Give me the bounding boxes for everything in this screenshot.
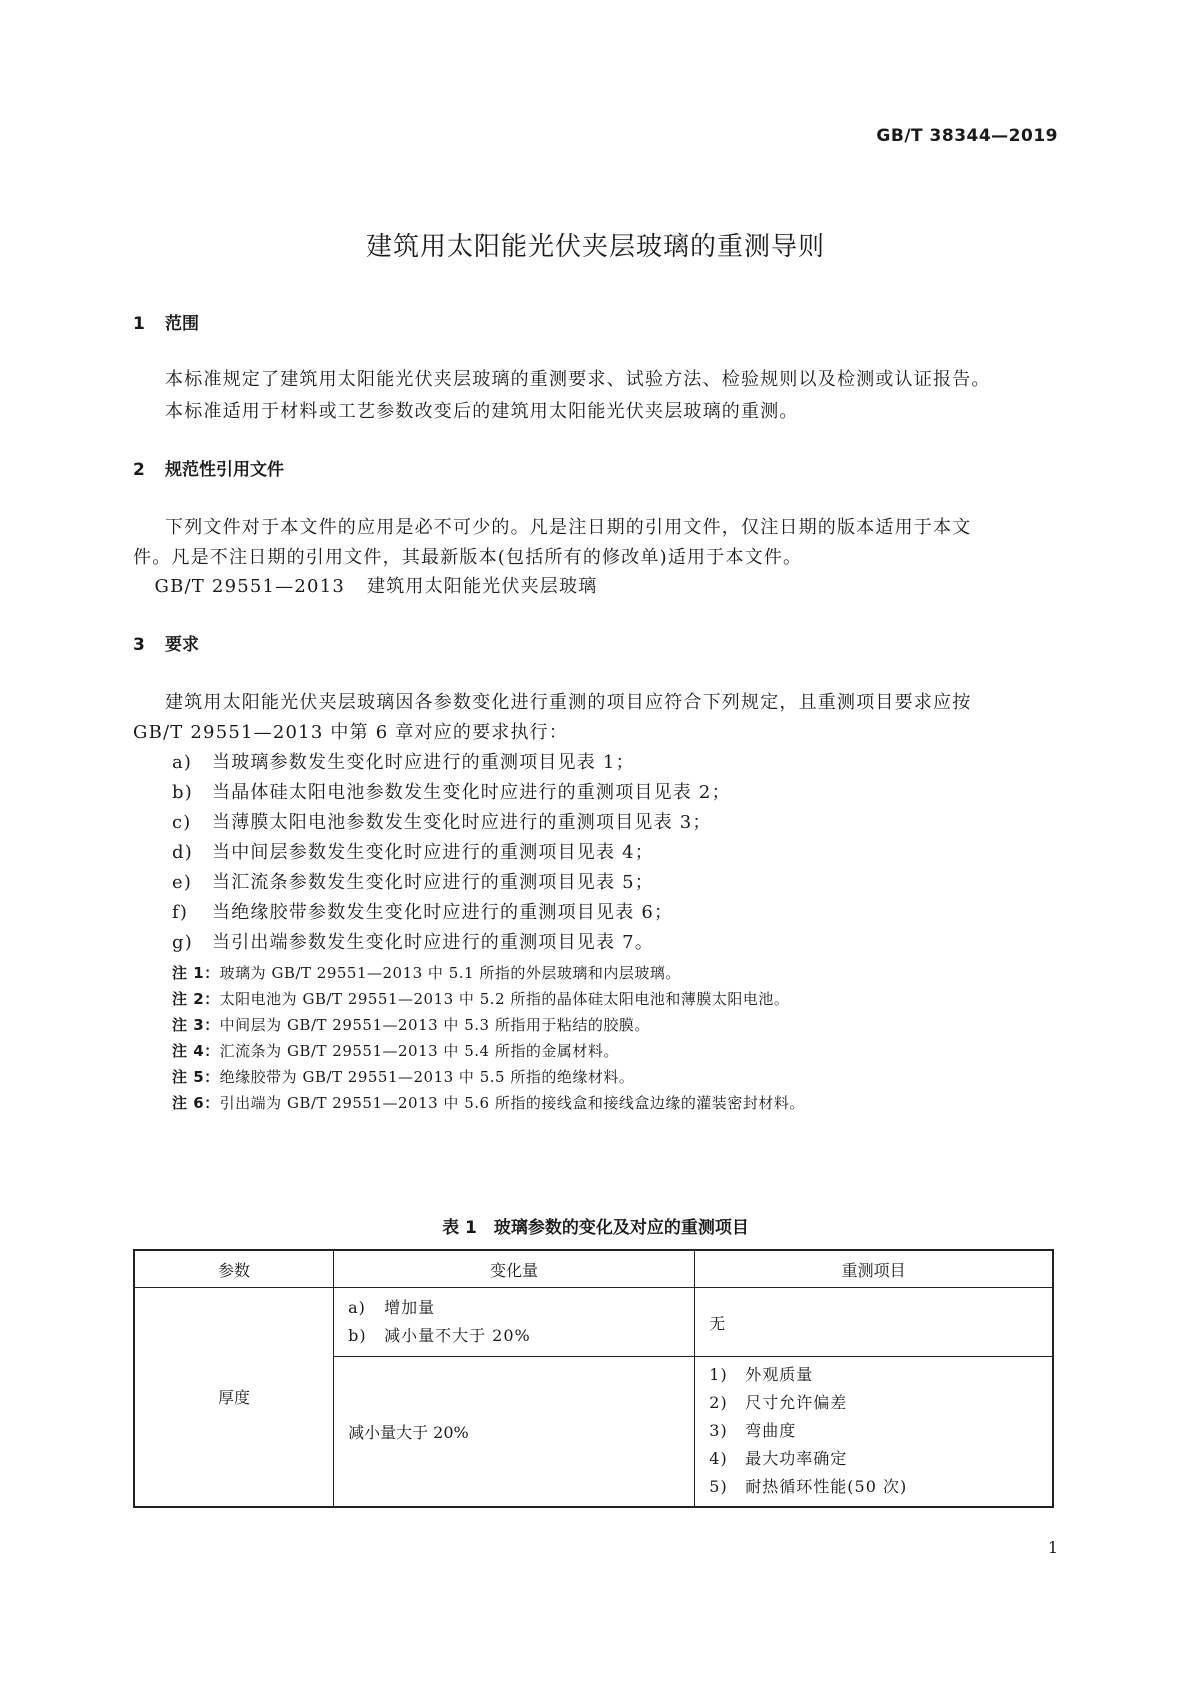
section-number: 3 [133, 635, 145, 655]
list-item-label: c) [172, 812, 192, 833]
list-item [172, 778, 731, 804]
note [172, 1040, 619, 1061]
retest-item [709, 1445, 1038, 1473]
list-item [172, 838, 654, 864]
retest-item-label: 5) [709, 1477, 728, 1497]
table-row [134, 1288, 1053, 1357]
section-number: 2 [133, 460, 145, 480]
retest-item [709, 1473, 1038, 1501]
section-3-paragraph-line-2: GB/T 29551—2013 中第 6 章对应的要求执行： [133, 722, 569, 743]
list-item-text: 当薄膜太阳电池参数发生变化时应进行的重测项目见表 3； [212, 812, 712, 833]
note-text: 汇流条为 GB/T 29551—2013 中 5.4 所指的金属材料。 [219, 1042, 619, 1060]
list-item-label: d) [172, 842, 193, 863]
list-item-label: b) [172, 782, 193, 803]
note-text: 绝缘胶带为 GB/T 29551—2013 中 5.5 所指的绝缘材料。 [219, 1068, 635, 1086]
list-item-text: 当玻璃参数发生变化时应进行的重测项目见表 1； [212, 752, 635, 773]
list-item-label: g) [172, 932, 193, 953]
list-item [172, 898, 673, 924]
section-3-paragraph-line-1: 建筑用太阳能光伏夹层玻璃因各参数变化进行重测的项目应符合下列规定，且重测项目要求应按 [165, 692, 972, 713]
section-number: 1 [133, 314, 145, 334]
change-item [348, 1322, 680, 1350]
list-item [172, 868, 654, 894]
note-label: 注 6： [172, 1094, 220, 1112]
note-text: 中间层为 GB/T 29551—2013 中 5.3 所指用于粘结的胶膜。 [219, 1016, 650, 1034]
table-1 [133, 1249, 1054, 1508]
note-label: 注 3： [172, 1016, 220, 1034]
note [172, 1014, 650, 1035]
note-label: 注 2： [172, 990, 220, 1008]
retest-item-text: 耐热循环性能(50 次) [745, 1477, 908, 1497]
table-header-row [134, 1250, 1053, 1288]
retest-item-text: 尺寸允许偏差 [745, 1393, 848, 1413]
list-item-label: f) [172, 902, 189, 923]
note-text: 太阳电池为 GB/T 29551—2013 中 5.2 所指的晶体硅太阳电池和薄膜太阳电池。 [219, 990, 790, 1008]
change-item-label: a) [348, 1298, 366, 1317]
normative-reference [133, 572, 1053, 598]
change-item-label: b) [348, 1326, 367, 1345]
section-title: 规范性引用文件 [165, 460, 284, 480]
retest-item [709, 1389, 1038, 1417]
change-item [348, 1294, 680, 1322]
section-1-paragraph-1: 本标准规定了建筑用太阳能光伏夹层玻璃的重测要求、试验方法、检验规则以及检测或认证报告。 [165, 369, 991, 390]
section-title: 范围 [165, 314, 199, 334]
section-1-heading [133, 309, 199, 334]
table-1-caption: 表 1 玻璃参数的变化及对应的重测项目 [442, 1218, 749, 1238]
list-item-text: 当汇流条参数发生变化时应进行的重测项目见表 5； [212, 872, 654, 893]
reference-title: 建筑用太阳能光伏夹层玻璃 [367, 576, 598, 597]
column-header-change: 变化量 [334, 1250, 695, 1288]
note [172, 1066, 634, 1087]
reference-code: GB/T 29551—2013 [154, 576, 345, 597]
change-item-text: 增加量 [384, 1298, 436, 1317]
note-label: 注 5： [172, 1068, 220, 1086]
change-item-text: 减小量不大于 20% [384, 1326, 531, 1345]
change-cell: 减小量大于 20% [334, 1357, 695, 1507]
note-label: 注 4： [172, 1042, 220, 1060]
retest-item [709, 1361, 1038, 1389]
retest-item-text: 外观质量 [745, 1365, 814, 1385]
parameter-cell: 厚度 [134, 1288, 334, 1507]
note-text: 玻璃为 GB/T 29551—2013 中 5.1 所指的外层玻璃和内层玻璃。 [219, 964, 681, 982]
list-item-label: e) [172, 872, 193, 893]
note-text: 引出端为 GB/T 29551—2013 中 5.6 所指的接线盒和接线盒边缘的灌装密封材料。 [219, 1094, 805, 1112]
retest-item [709, 1417, 1038, 1445]
note-label: 注 1： [172, 964, 220, 982]
retest-cell: 无 [695, 1288, 1053, 1357]
section-3-heading [133, 630, 199, 655]
standard-code: GB/T 38344—2019 [876, 126, 1058, 146]
list-item-text: 当晶体硅太阳电池参数发生变化时应进行的重测项目见表 2； [212, 782, 731, 803]
document-title: 建筑用太阳能光伏夹层玻璃的重测导则 [365, 232, 825, 262]
column-header-retest: 重测项目 [695, 1250, 1053, 1288]
list-item-text: 当引出端参数发生变化时应进行的重测项目见表 7。 [212, 932, 654, 953]
list-item [172, 808, 712, 834]
list-item [172, 748, 635, 774]
list-item [172, 928, 654, 954]
retest-item-text: 弯曲度 [745, 1421, 797, 1441]
section-title: 要求 [165, 635, 199, 655]
note [172, 988, 789, 1009]
retest-item-label: 2) [709, 1393, 728, 1413]
page-number: 1 [1047, 1538, 1058, 1557]
list-item-text: 当绝缘胶带参数发生变化时应进行的重测项目见表 6； [212, 902, 674, 923]
retest-item-label: 1) [709, 1365, 728, 1385]
section-2-heading [133, 455, 284, 480]
section-1-paragraph-2: 本标准适用于材料或工艺参数改变后的建筑用太阳能光伏夹层玻璃的重测。 [165, 401, 799, 422]
retest-cell [695, 1357, 1053, 1507]
column-header-parameter: 参数 [134, 1250, 334, 1288]
section-2-paragraph-line-1: 下列文件对于本文件的应用是必不可少的。凡是注日期的引用文件，仅注日期的版本适用于本文 [165, 517, 972, 538]
retest-item-text: 最大功率确定 [745, 1449, 848, 1469]
change-cell [334, 1288, 695, 1357]
note [172, 1092, 805, 1113]
retest-item-label: 4) [709, 1449, 728, 1469]
section-2-paragraph-line-2: 件。凡是不注日期的引用文件，其最新版本(包括所有的修改单)适用于本文件。 [133, 547, 803, 568]
note [172, 962, 681, 983]
retest-item-label: 3) [709, 1421, 728, 1441]
list-item-text: 当中间层参数发生变化时应进行的重测项目见表 4； [212, 842, 654, 863]
list-item-label: a) [172, 752, 193, 773]
